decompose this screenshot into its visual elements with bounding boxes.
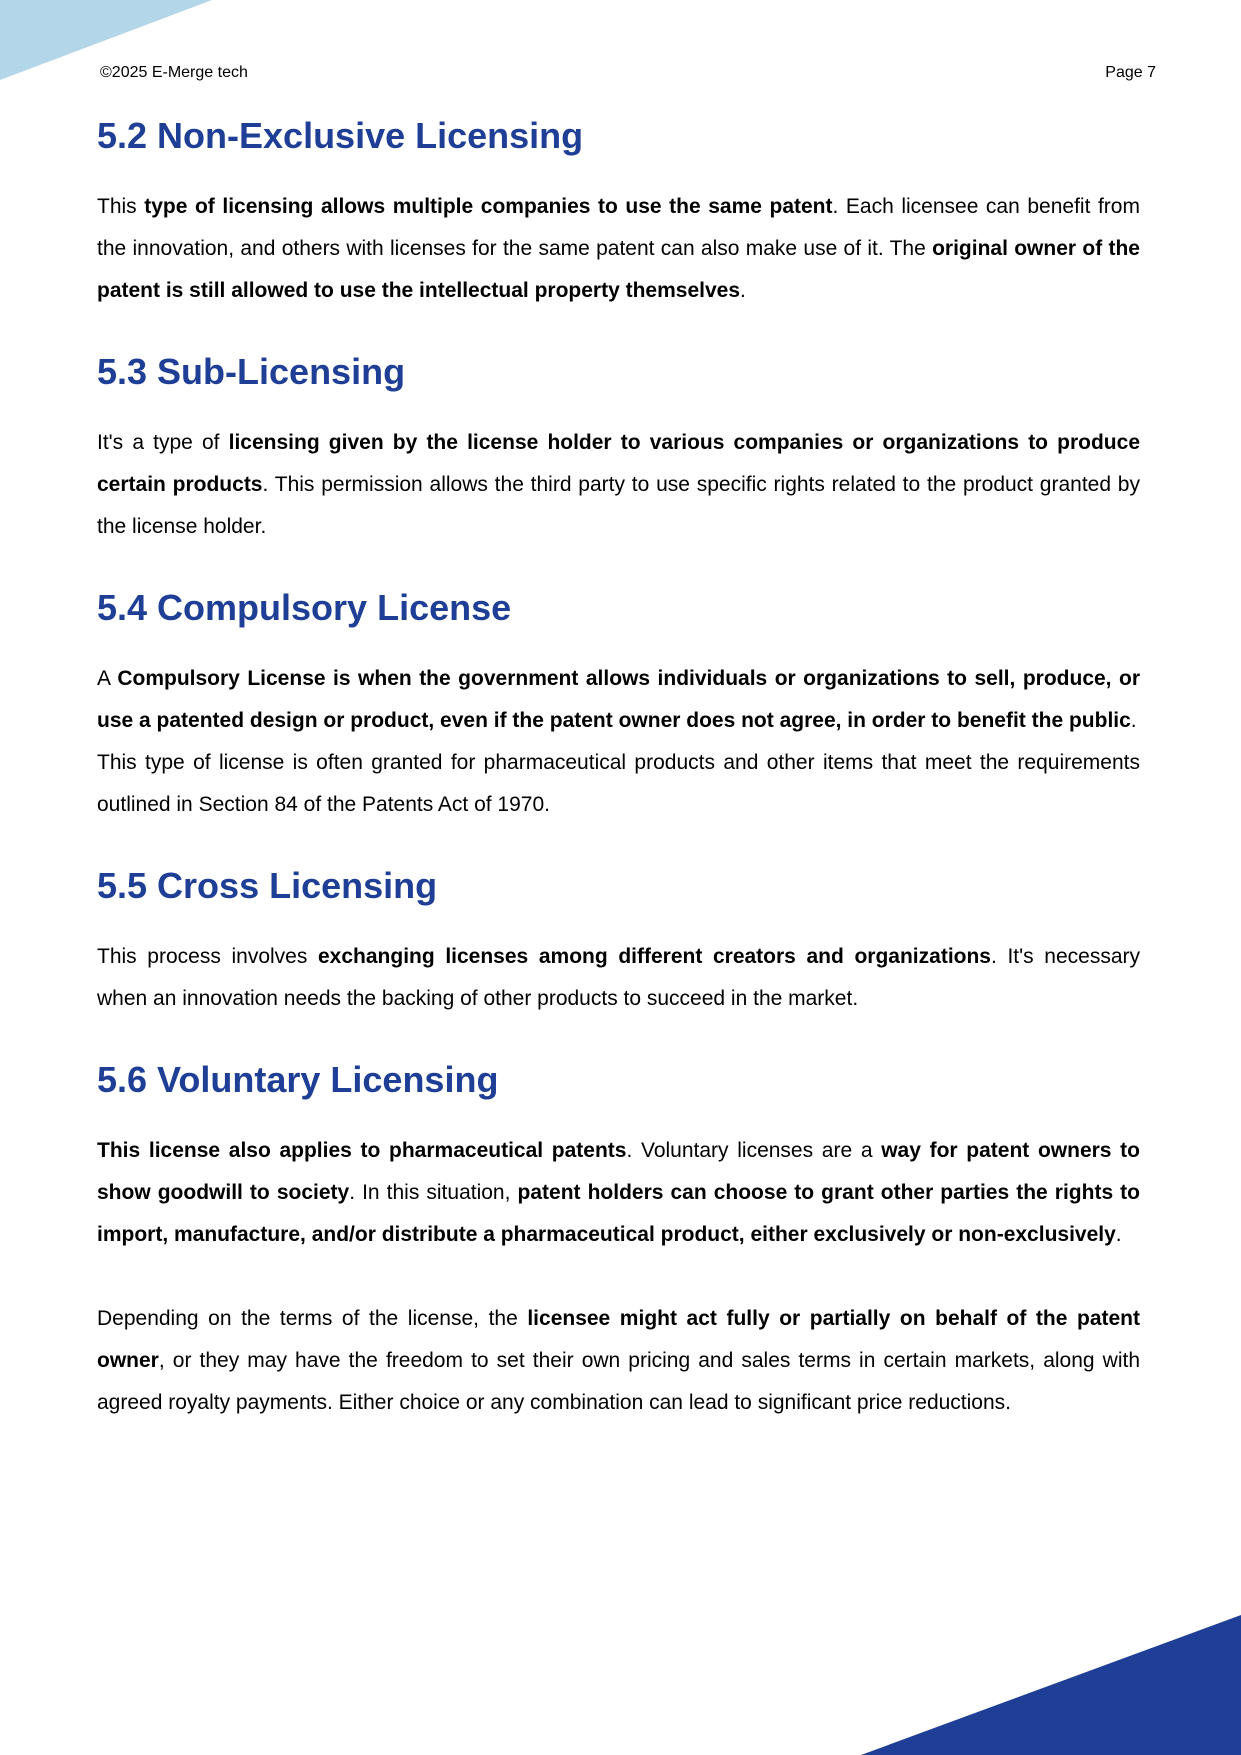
document-body [97, 110, 1140, 1424]
heading-cross-licensing: 5.5 Cross Licensing [97, 865, 438, 906]
header-copyright: ©2025 E-Merge tech [100, 64, 248, 81]
heading-non-exclusive-licensing: 5.2 Non-Exclusive Licensing [97, 115, 584, 156]
corner-decoration-bottom-right [861, 1615, 1241, 1755]
paragraph-non-exclusive-licensing: This type of licensing allows multiple companies to use the same patent. Each licensee can benefit from the innovation, and others with licenses for the same patent can also make use of it. The original owner of the patent is still allowed to use the intellectual property themselves. [97, 195, 1140, 302]
heading-voluntary-licensing: 5.6 Voluntary Licensing [97, 1059, 499, 1100]
paragraph-compulsory-license-definition: A Compulsory License is when the government allows individuals or organizations to sell, produce, or use a patented design or product, even if the patent owner does not agree, in order to benefit the public. [97, 667, 1140, 732]
paragraph-cross-licensing: This process involves exchanging licenses among different creators and organizations. It's necessary when an innovation needs the backing of other products to succeed in the market. [97, 945, 1140, 1010]
paragraph-compulsory-license-detail: This type of license is often granted for pharmaceutical products and other items that meet the requirements outlined in Section 84 of the Patents Act of 1970. [97, 751, 1140, 816]
paragraph-voluntary-licensing-terms: Depending on the terms of the license, the licensee might act fully or partially on behalf of the patent owner, or they may have the freedom to set their own pricing and sales terms in certain markets, along with agreed royalty payments. Either choice or any combination can lead to significant price reductions. [97, 1307, 1141, 1414]
paragraph-sub-licensing: It's a type of licensing given by the license holder to various companies or organizations to produce certain products. This permission allows the third party to use specific rights related to the product granted by the license holder. [97, 431, 1140, 538]
header-page-number: Page 7 [1105, 64, 1156, 81]
paragraph-voluntary-licensing-definition: This license also applies to pharmaceutical patents. Voluntary licenses are a way for patent owners to show goodwill to society. In this situation, patent holders can choose to grant other parties the rights to import, manufacture, and/or distribute a pharmaceutical product, either exclusively or non-exclusively. [97, 1139, 1141, 1246]
heading-sub-licensing: 5.3 Sub-Licensing [97, 351, 406, 392]
heading-compulsory-license: 5.4 Compulsory License [97, 587, 512, 628]
